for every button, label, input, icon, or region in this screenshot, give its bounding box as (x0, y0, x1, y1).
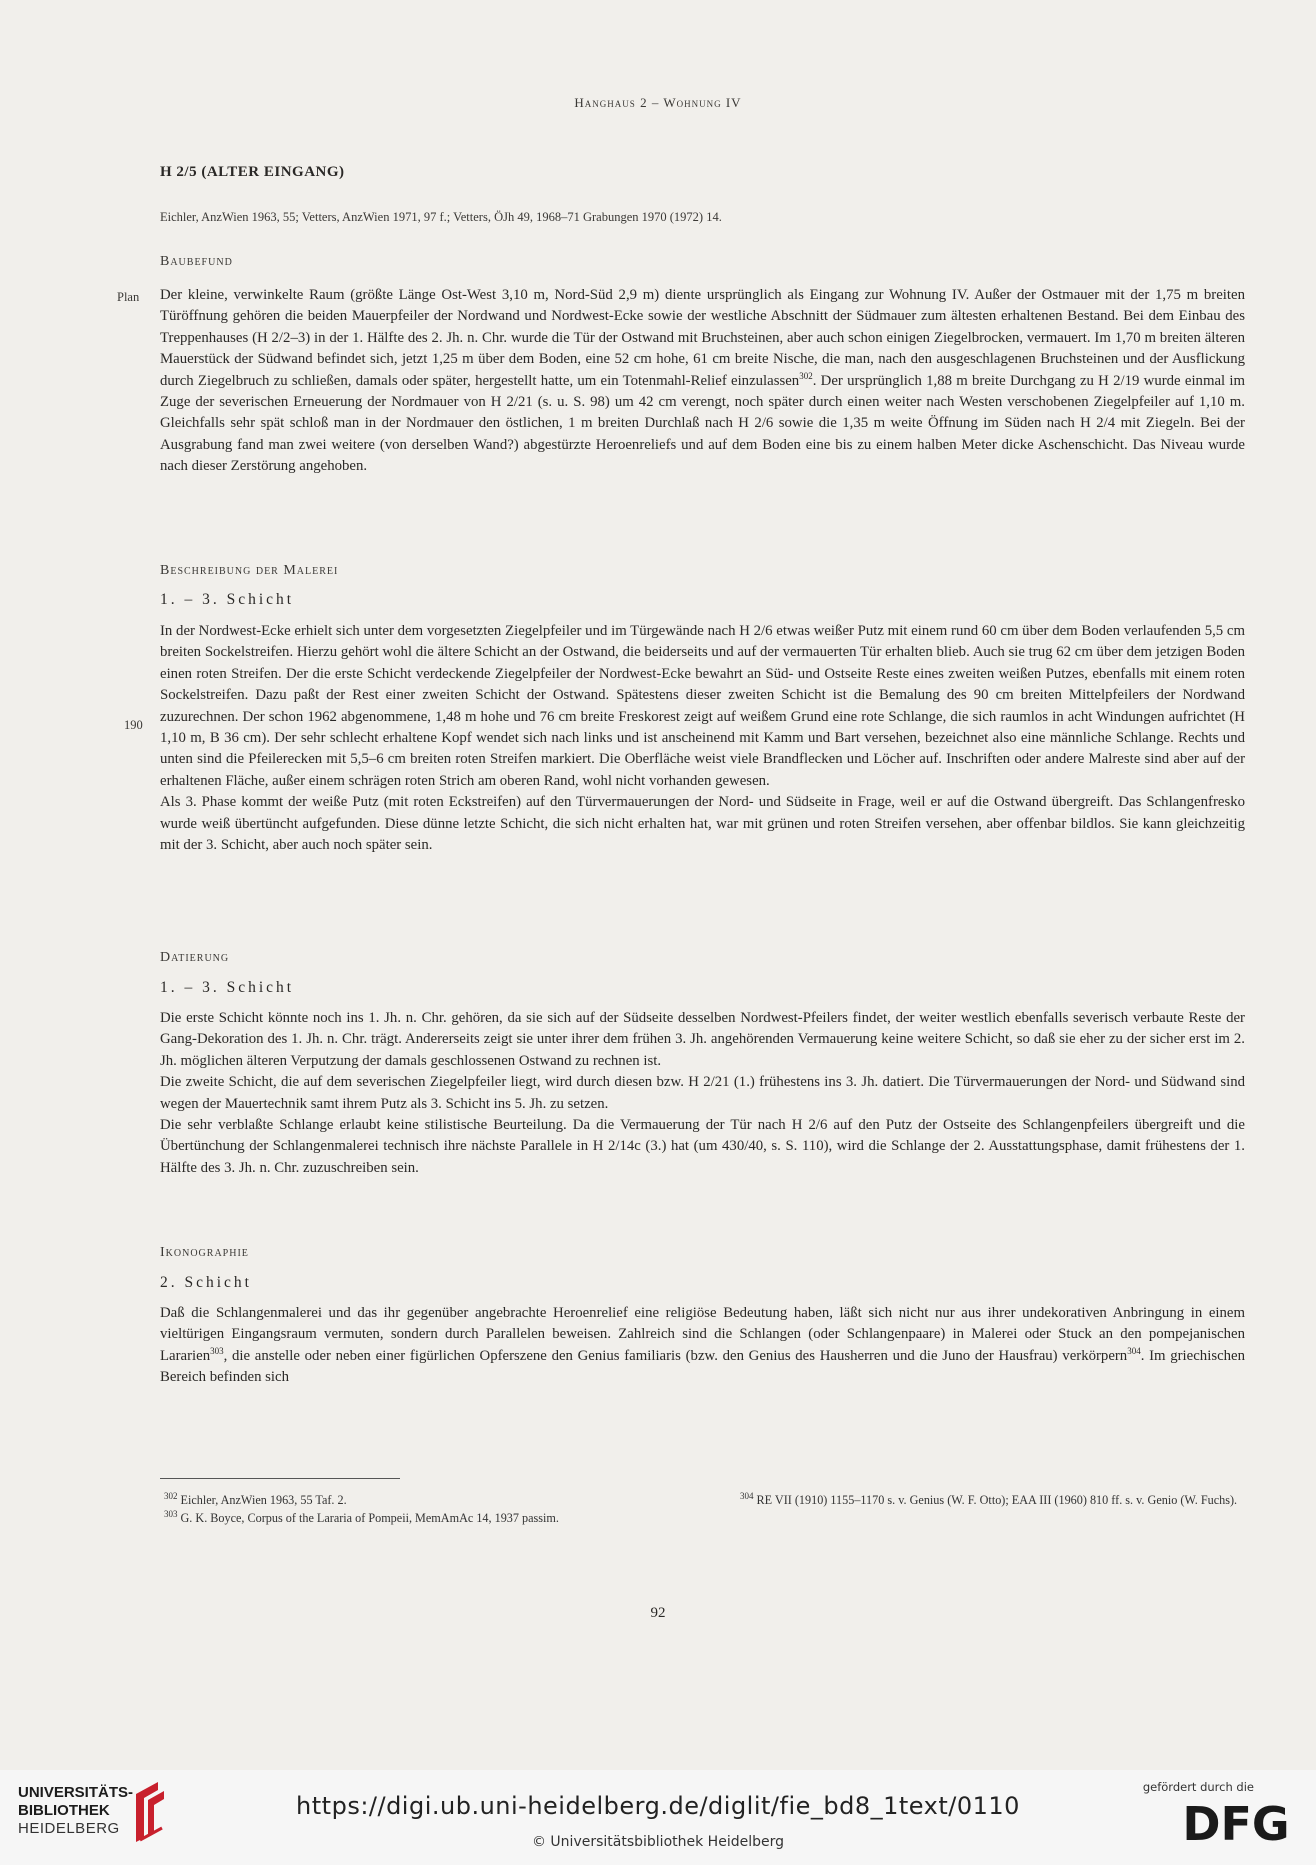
margin-label-plan: Plan (117, 290, 140, 304)
heading-datierung: Datierung (160, 950, 230, 965)
section-title: H 2/5 (ALTER EINGANG) (160, 164, 345, 180)
funded-by-label: gefördert durch die (1142, 1780, 1254, 1794)
subheading-schicht-ikonographie: 2. Schicht (160, 1274, 252, 1291)
footnote-303: $^{303}$ G. K. Boyce, Corpus of the Lararia of Pompeii, MemAmAc 14, 1937 passim. (164, 1508, 559, 1525)
footnote-302: $^{302}$ Eichler, AnzWien 1963, 55 Taf. 2. (164, 1490, 347, 1507)
footnote-divider (160, 1478, 400, 1479)
footnote-ref-304[interactable]: 304 (1127, 1345, 1141, 1356)
heading-ikonographie: Ikonographie (160, 1245, 249, 1260)
footnote-ref-303[interactable]: 303 (210, 1345, 224, 1356)
margin-number: 190 (124, 718, 143, 732)
running-head: Hanghaus 2 – Wohnung IV (574, 95, 742, 110)
paragraph-datierung: Die erste Schicht könnte noch ins 1. Jh. n. Chr. gehören, da sie sich auf der Südseite desselben Nordwest-Pfeilers findet, der weiter westlich ebenfalls severisch verbaute Reste der Gang-Dekoration des 1. Jh. n. Chr. trägt. Andererseits zeigt sie unter ihrer dem frühen 3. Jh. angehörenden Vermauerung keine weitere Schicht, so daß sie eher zu der sicher erst im 2. Jh. möglichen älteren Verputzung der damals geschlossenen Ostwand zu rechnen ist. Die zweite Schicht, die auf dem severischen Ziegelpfeiler liegt, wird durch diesen bzw. H 2/21 (1.) frühestens ins 3. Jh. datiert. Die Türvermauerungen der Nord- und Südwand sind wegen der Mauertechnik samt ihrem Putz als 3. Schicht ins 5. Jh. zu setzen. Die sehr verblaßte Schlange erlaubt keine stilistische Beurteilung. Da die Vermauerung der Tür nach H 2/6 auf den Putz der Ostseite des Schlangenpfeilers übergreift und die Übertünchung der Schlangenmalerei technisch ihre nächste Parallele in H 2/14c (3.) hat (um 430/40, s. S. 110), wird die Schlange der 2. Ausstattungsphase, damit frühestens der 1. Hälfte des 3. Jh. n. Chr. zuzuschreiben sein. (160, 1010, 1245, 1176)
svg-text:DFG: DFG (1182, 1798, 1290, 1848)
heading-baubefund: Baubefund (160, 254, 233, 269)
subheading-schicht-beschreibung: 1. – 3. Schicht (160, 591, 295, 608)
footnote-ref-302[interactable]: 302 (799, 370, 813, 381)
paragraph-baubefund: Der kleine, verwinkelte Raum (größte Länge Ost-West 3,10 m, Nord-Süd 2,9 m) diente ursprünglich als Eingang zur Wohnung IV. Außer der Ostmauer mit der 1,75 m breiten Türöffnung gehören die beiden Mauerpfeiler der Nordwand und Nordwest-Ecke sowie der westliche Abschnitt der Südmauer zum ältesten erhaltenen Bestand. Bei dem Einbau des Treppenhauses (H 2/2–3) in der 1. Hälfte des 2. Jh. n. Chr. wurde die Tür der Ostwand mit Bruchsteinen, aber auch schon einigen Ziegelbrocken, vermauert. Im 1,70 m breiten älteren Mauerstück der Südwand befindet sich, jetzt 1,25 m über dem Boden, eine 52 cm hohe, 61 cm breite Nische, die man, nach den ausgeschlagenen Bruchsteinen und der Ausflickung durch Ziegelbruch zu schließen, damals oder später, hergestellt hatte, um ein Totenmahl-Relief einzulassen$^{302}$. Der ursprünglich 1,88 m breite Durchgang zu H 2/19 wurde einmal im Zuge der severischen Erneuerung der Nordmauer von H 2/21 (s. u. S. 98) um 42 cm verengt, noch später durch einen weiter nach Westen verschobenen Ziegelpfeiler auf 1,10 m. Gleichfalls sehr spät schloß man in der Nordmauer den östlichen, 1 m breiten Durchlaß nach H 2/6 sowie die 1,35 m weite Öffnung im Süden nach H 2/4 mit Ziegeln. Bei der Ausgrabung fand man zwei weitere (von derselben Wand?) abgestürzte Heroenreliefs und auf dem Boden eine bis zu einem halben Meter dicke Aschenschicht. Das Niveau wurde nach dieser Zerstörung angehoben. (160, 287, 1246, 475)
subheading-schicht-datierung: 1. – 3. Schicht (160, 979, 295, 996)
footnote-304: $^{304}$ RE VII (1910) 1155–1170 s. v. Genius (W. F. Otto); EAA III (1960) 810 ff. s. v. Genio (W. Fuchs). (740, 1490, 1238, 1507)
page-number: 92 (650, 1605, 666, 1621)
permalink-url[interactable]: https://digi.ub.uni-heidelberg.de/diglit/fie_bd8_1text/0110 (296, 1792, 1020, 1820)
paragraph-beschreibung: In der Nordwest-Ecke erhielt sich unter dem vorgesetzten Ziegelpfeiler und im Türgewände nach H 2/6 etwas weißer Putz mit einem rund 60 cm über dem Boden verlaufenden 5,5 cm breiten Sockelstreifen. Hierzu gehört wohl die ältere Schicht an der Ostwand, die beiderseits und auf der vermauerten Tür erhalten blieb. Auch sie trug 62 cm über dem jetzigen Boden einen roten Streifen. Der die erste Schicht verdeckende Ziegelpfeiler der Nordwest-Ecke bewahrt an Süd- und Ostseite Reste eines zweiten weißen Putzes, ebenfalls mit einem roten Sockelstreifen. Dazu paßt der Rest einer zweiten Schicht der Ostwand. Spätestens dieser zweiten Schicht ist die Bemalung des 90 cm breiten Mittelpfeilers der Nordwand zuzurechnen. Der schon 1962 abgenommene, 1,48 m hohe und 76 cm breite Freskorest zeigt auf weißem Grund eine rote Schlange, die sich raumlos in acht Windungen aufrichtet (H 1,10 m, B 36 cm). Der sehr schlecht erhaltene Kopf wendet sich nach links und ist anscheinend mit Kamm und Bart versehen, bezeichnet also eine männliche Schlange. Rechts und unten sind die Pfeilerecken mit 5,5–6 cm breiten roten Streifen markiert. Die Oberfläche weist viele Brandflecken und Löcher auf. Inschriften oder andere Malreste sind aber auf der erhaltenen Fläche, außer einem schrägen roten Strich am oberen Rand, wohl nicht vorhanden gewesen. Als 3. Phase kommt der weiße Putz (mit roten Eckstreifen) auf den Türvermauerungen der Nord- und Südseite in Frage, weil er auf die Ostwand übergreift. Das Schlangenfresko wurde weiß übertüncht aufgefunden. Diese dünne letzte Schicht, die sich nicht erhalten hat, war mit grünen und roten Streifen versehen, aber offenbar bildlos. Sie kann gleichzeitig mit der 3. Schicht, aber auch noch später sein. (160, 623, 1245, 854)
dfg-logo-icon[interactable] (1174, 1798, 1298, 1852)
library-name[interactable]: UNIVERSITÄTS- BIBLIOTHEK HEIDELBERG (18, 1784, 134, 1837)
paragraph-ikonographie: Daß die Schlangenmalerei und das ihr gegenüber angebrachte Heroenrelief eine religiöse Bedeutung haben, läßt sich nicht nur aus ihrer undekorativen Anbringung in einem vieltürigen Eingangsraum vermuten, sondern durch Parallelen beweisen. Zahlreich sind die Schlangen (oder Schlangenpaare) in Malerei oder Stuck an den pompejanischen Lararien$^{303}$, die anstelle oder neben einer figürlichen Opferszene den Genius familiaris (bzw. den Genius des Hausherren und die Juno der Hausfrau) verkörpern$^{304}$. Im griechischen Bereich befinden sich (160, 1305, 1246, 1386)
heading-beschreibung: Beschreibung der Malerei (160, 563, 339, 578)
literature-line: Eichler, AnzWien 1963, 55; Vetters, AnzWien 1971, 97 f.; Vetters, ÖJh 49, 1968–71 Grabungen 1970 (1972) 14. (160, 210, 722, 224)
copyright-notice: © Universitätsbibliothek Heidelberg (531, 1834, 784, 1850)
viewer-footer (0, 1770, 1316, 1865)
